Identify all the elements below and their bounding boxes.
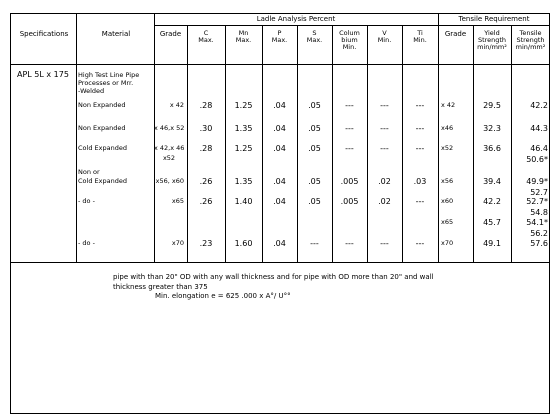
header-material: Material [101, 30, 131, 38]
cell-s: --- [310, 239, 319, 248]
header-cb-line1: Colum [339, 29, 360, 37]
cell-p: .04 [273, 177, 286, 186]
cell-grade: x70 [171, 239, 184, 247]
header-p-symbol: P [277, 29, 282, 37]
cell-material: - do - [78, 197, 95, 205]
cell-cb: --- [345, 144, 354, 153]
cell-tensile-second-line: 50.6* [526, 155, 548, 164]
header-grade: Grade [159, 30, 182, 38]
col-rule-mn [262, 25, 263, 262]
table-bottom-rule [10, 262, 550, 263]
cell-ti: --- [415, 124, 425, 133]
header-yield-line2: Strength [477, 35, 507, 44]
cell-yield: 42.2 [483, 197, 501, 206]
cell-yield: 45.7 [483, 218, 501, 227]
cell-grade2: x65 [441, 218, 454, 226]
col-rule-material [154, 13, 155, 262]
cell-mn: 1.25 [234, 101, 253, 110]
cell-material: Non Expanded [78, 101, 126, 109]
cell-cb: .005 [340, 197, 359, 206]
header-tensile-line1: Tensile [519, 29, 542, 37]
cell-yield: 39.4 [483, 177, 501, 186]
header-ti [402, 30, 438, 44]
header-v-min: Min. [377, 35, 392, 44]
header-tensile [511, 30, 550, 50]
header-mn-max: Max. [235, 35, 252, 44]
header-c-max: Max. [198, 35, 214, 44]
cell-s: .05 [308, 177, 321, 186]
cell-grade2: x60 [441, 197, 454, 205]
header-p-max: Max. [271, 35, 288, 44]
cell-p: .04 [273, 197, 286, 206]
cell-c: .23 [199, 239, 213, 248]
header-c-symbol: C [203, 29, 209, 37]
header-ladle-analysis: Ladle Analysis Percent [256, 15, 336, 23]
col-rule-spec [76, 13, 77, 262]
cell-c: .28 [199, 101, 213, 110]
cell-s: .05 [308, 144, 321, 153]
cell-cb: --- [345, 101, 354, 110]
cell-grade2: x 42 [441, 101, 456, 109]
cell-yield: 36.6 [483, 144, 501, 153]
cell-v: .02 [378, 177, 391, 186]
cell-ti: --- [415, 239, 425, 248]
header-cb [332, 30, 367, 50]
cell-ti: .03 [413, 177, 427, 186]
cell-grade-second-line: x52 [162, 154, 176, 162]
cell-p: .04 [273, 144, 286, 153]
cell-mn: 1.35 [234, 177, 253, 186]
cell-tensile-second-line: 52.7 [530, 188, 548, 197]
header-cb-line2: bium [341, 35, 358, 44]
cell-grade: x 46,x 52 [154, 124, 185, 132]
cell-v: --- [380, 144, 389, 153]
col-rule-grade [187, 25, 188, 262]
cell-v: --- [380, 239, 389, 248]
header-p [262, 30, 297, 44]
cell-tensile: 57.6 [530, 239, 548, 248]
cell-grade: x56, x60 [155, 177, 184, 185]
cell-v: .02 [378, 197, 391, 206]
cell-mn: 1.35 [234, 124, 253, 133]
header-specifications: Specifications [19, 30, 69, 38]
cell-grade: x 42,x 46 [154, 144, 185, 152]
cell-grade: x65 [171, 197, 184, 205]
cell-yield: 49.1 [483, 239, 501, 248]
header-yield-unit: min/mm² [477, 42, 507, 51]
spec-name: APL 5L x 175 [17, 70, 69, 79]
cell-tensile: 49.9* [526, 177, 548, 186]
cell-yield: 29.5 [483, 101, 501, 110]
material-title [78, 71, 139, 95]
cell-tensile: 54.1* [526, 218, 548, 227]
cell-tensile-second-line: 54.8 [530, 208, 548, 217]
header-v [367, 30, 402, 44]
col-rule-c [225, 25, 226, 262]
header-v-symbol: V [382, 29, 387, 37]
cell-c: .28 [199, 144, 213, 153]
header-grade-tensile: Grade [444, 30, 467, 38]
header-mn [225, 30, 262, 44]
cell-tensile: 42.2 [530, 101, 548, 110]
header-cb-min: Min. [342, 42, 357, 51]
material-title-line3: -Welded [78, 87, 105, 96]
cell-grade2: x70 [441, 239, 454, 247]
cell-s: .05 [308, 124, 321, 133]
note-line-1: pipe with than 20" OD with any wall thickness and for pipe with OD more than 20" and wall [113, 273, 434, 281]
header-group-rule [154, 25, 550, 26]
cell-tensile-second-line: 56.2 [530, 229, 548, 238]
material-title-line1: High Test Line Pipe [78, 71, 140, 79]
header-tensile-unit: min/mm² [515, 42, 546, 51]
cell-cb: --- [345, 124, 354, 133]
cell-v: --- [380, 101, 389, 110]
header-bottom-rule [10, 64, 550, 65]
col-rule-p [297, 25, 298, 262]
cell-mn: 1.40 [234, 197, 253, 206]
cell-tensile: 52.7* [526, 197, 548, 206]
cell-cb: --- [345, 239, 354, 248]
cell-tensile: 44.3 [530, 124, 548, 133]
cell-ti: --- [415, 101, 425, 110]
col-rule-cb [367, 25, 368, 262]
material-title-line2: Processes or Mrr. [78, 79, 134, 88]
cell-grade2: x46 [441, 124, 454, 132]
cell-p: .04 [273, 239, 286, 248]
cell-ti: --- [415, 144, 425, 153]
header-ti-min: Min. [413, 35, 427, 44]
header-yield [473, 30, 511, 50]
cell-p: .04 [273, 101, 286, 110]
cell-s: .05 [308, 197, 321, 206]
cell-yield: 32.3 [483, 124, 501, 133]
note-line-2: thickness greater than 375 [113, 283, 208, 291]
cell-mn: 1.60 [234, 239, 253, 248]
col-rule-v [402, 25, 403, 262]
cell-material: Cold Expanded [78, 177, 127, 185]
cell-c: .26 [199, 197, 213, 206]
cell-c: .26 [199, 177, 213, 186]
cell-tensile: 46.4 [530, 144, 548, 153]
header-tensile-line2: Strength [516, 35, 545, 44]
cell-grade2: x56 [441, 177, 454, 185]
cell-v: --- [380, 124, 389, 133]
cell-material: - do - [78, 239, 95, 247]
cell-material-pre: Non or [78, 168, 100, 176]
header-c [187, 30, 225, 44]
cell-mn: 1.25 [234, 144, 253, 153]
col-rule-ti [438, 13, 439, 262]
cell-cb: .005 [340, 177, 359, 186]
header-s [297, 30, 332, 44]
cell-grade: x 42 [169, 101, 184, 109]
cell-ti: --- [415, 197, 425, 206]
header-tensile-requirement: Tensile Requirement [458, 15, 530, 23]
header-mn-symbol: Mn [238, 29, 249, 37]
header-ti-symbol: Ti [417, 29, 423, 37]
cell-material: Cold Expanded [78, 144, 127, 152]
header-yield-line1: Yield [484, 29, 500, 37]
header-s-max: Max. [306, 35, 323, 44]
cell-grade2: x52 [441, 144, 454, 152]
col-rule-s [332, 25, 333, 262]
header-s-symbol: S [312, 29, 317, 37]
note-elongation: Min. elongation e = 625 .000 x A°/ U°° [155, 292, 291, 300]
cell-s: .05 [308, 101, 321, 110]
cell-p: .04 [273, 124, 286, 133]
cell-material: Non Expanded [78, 124, 126, 132]
cell-c: .30 [199, 124, 213, 133]
